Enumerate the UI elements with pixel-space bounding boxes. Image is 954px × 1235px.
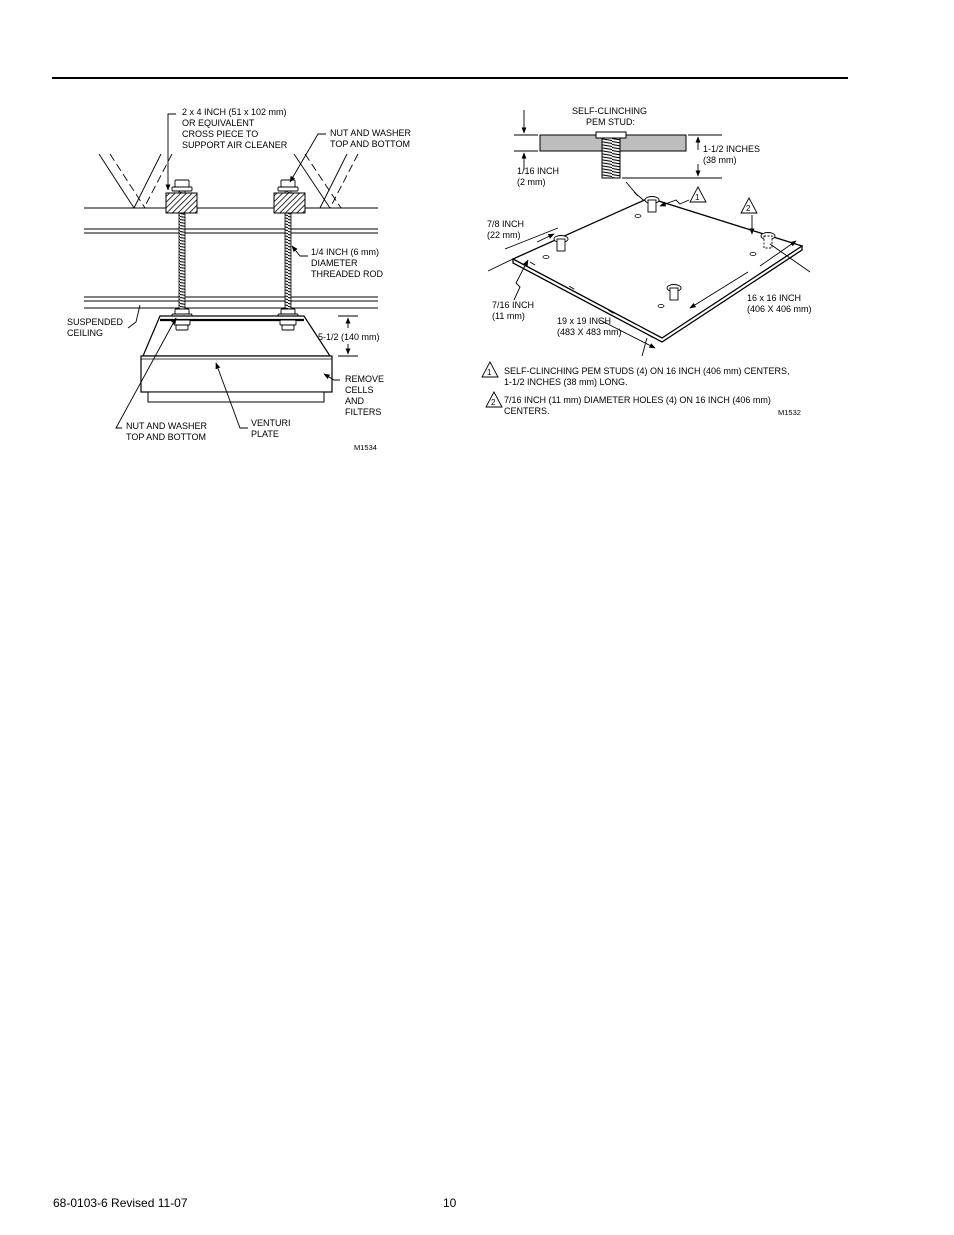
pem-stud-shank [602, 138, 620, 178]
svg-text:(406 X 406 mm) [747, 304, 812, 314]
note-1-line2: 1-1/2 INCHES (38 mm) LONG. [504, 377, 628, 387]
svg-text:SUPPORT AIR CLEANER [182, 140, 288, 150]
svg-text:1/4 INCH (6 mm) [311, 247, 379, 257]
svg-text:AND [345, 396, 365, 406]
svg-text:REMOVE [345, 374, 384, 384]
stud-length-line2: (38 mm) [703, 155, 737, 165]
svg-text:NUT AND WASHER [126, 421, 208, 431]
edge-label-line1: 7/8 INCH [487, 219, 525, 229]
svg-text:(22 mm) [487, 230, 521, 240]
crosspiece-label-line2: OR EQUIVALENT [182, 118, 255, 128]
svg-text:1-1/2 INCHES (38 mm) LONG. [504, 377, 628, 387]
centers-label-line2: (406 X 406 mm) [747, 304, 812, 314]
svg-text:NUT AND WASHER [330, 128, 412, 138]
dimension-label: 5-1/2 (140 mm) [318, 332, 380, 342]
svg-text:VENTURI [251, 418, 291, 428]
ceiling-label-line1: SUSPENDED [67, 317, 124, 327]
svg-text:TOP AND BOTTOM [126, 432, 206, 442]
thickness-dimension [514, 110, 538, 170]
rod-label-line1: 1/4 INCH (6 mm) [311, 247, 380, 257]
svg-text:7/8 INCH [487, 219, 524, 229]
note-1-marker-label: 1 [487, 368, 492, 377]
svg-text:CELLS [345, 385, 374, 395]
note-2-line1: 7/16 INCH (11 mm) DIAMETER HOLES (4) ON 16 INCH (406 mm) [504, 395, 771, 405]
svg-text:SUSPENDED [67, 317, 124, 327]
svg-text:7/16 INCH [492, 300, 534, 310]
cross-piece-left [166, 193, 197, 213]
ceiling-label-line2: CEILING [67, 328, 104, 338]
note-1-line1: SELF-CLINCHING PEM STUDS (4) ON 16 INCH (406 mm) CENTERS, [504, 366, 790, 376]
svg-text:CENTERS. [504, 406, 550, 416]
stud-length-line1: 1-1/2 INCHES [703, 144, 761, 154]
svg-text:16 x 16 INCH [747, 293, 801, 303]
centers-label-line1: 16 x 16 INCH [747, 293, 802, 303]
svg-text:SELF-CLINCHING PEM STUDS (4) O [504, 366, 790, 376]
svg-text:TOP AND BOTTOM [330, 139, 410, 149]
cross-piece-right [274, 193, 305, 213]
stud-label-line2: PEM STUD: [586, 117, 636, 127]
footer-page-number: 10 [443, 1196, 457, 1210]
svg-text:PEM STUD: [586, 117, 635, 127]
svg-text:THREADED ROD [311, 269, 384, 279]
remove-label-line4: FILTERS [345, 407, 382, 417]
note-2-marker-label: 2 [491, 398, 496, 407]
svg-text:DIAMETER [311, 258, 358, 268]
svg-text:7/16 INCH (11 mm) DIAMETER HOL [504, 395, 771, 405]
nut-top-label-line2: TOP AND BOTTOM [330, 139, 411, 149]
svg-text:(11 mm) [492, 311, 525, 321]
svg-text:1-1/2 INCHES [703, 144, 760, 154]
crosspiece-label-line1: 2 x 4 INCH (51 x 102 mm) [182, 107, 287, 117]
crosspiece-label-line3: CROSS PIECE TO [182, 129, 259, 139]
nut-bottom-label-line2: TOP AND BOTTOM [126, 432, 207, 442]
ceiling-mount-diagram [67, 107, 412, 452]
marker-1-label: 1 [695, 193, 700, 202]
top-nuts [172, 180, 298, 191]
svg-text:2 x 4 INCH (51 x 102 mm) [182, 107, 287, 117]
remove-label-line2: CELLS [345, 385, 374, 395]
svg-text:(38 mm) [703, 155, 737, 165]
size-label-line1: 19 x 19 INCH [557, 316, 612, 326]
joist-beams [84, 208, 378, 233]
svg-text:PLATE [251, 429, 279, 439]
svg-text:1/16 INCH [517, 166, 559, 176]
nut-bottom-label-line1: NUT AND WASHER [126, 421, 208, 431]
rod-label-line3: THREADED ROD [311, 269, 384, 279]
figure-id-m1532: M1532 [778, 408, 801, 417]
venturi-label-line2: PLATE [251, 429, 279, 439]
svg-text:SELF-CLINCHING [572, 106, 647, 116]
svg-text:CEILING [67, 328, 103, 338]
pem-stud-head [596, 132, 626, 138]
size-label-line2: (483 X 483 mm) [557, 327, 622, 337]
svg-text:OR EQUIVALENT [182, 118, 255, 128]
note-2-line2: CENTERS. [504, 406, 550, 416]
remove-label-line3: AND [345, 396, 365, 406]
figure-id-m1534: M1534 [354, 443, 377, 452]
ceiling-joists [99, 154, 358, 208]
footer-doc-number: 68-0103-6 Revised 11-07 [53, 1196, 188, 1210]
nut-top-label-line1: NUT AND WASHER [330, 128, 412, 138]
edge-label-line2: (22 mm) [487, 230, 521, 240]
crosspiece-label-line4: SUPPORT AIR CLEANER [182, 140, 288, 150]
svg-text:(483 X 483 mm) [557, 327, 622, 337]
thickness-line1: 1/16 INCH [517, 166, 560, 176]
svg-text:CROSS PIECE TO [182, 129, 258, 139]
venturi-label-line1: VENTURI [251, 418, 291, 428]
suspended-ceiling [84, 297, 378, 308]
hole-label-line2: (11 mm) [492, 311, 525, 321]
hole-label-line1: 7/16 INCH [492, 300, 535, 310]
remove-label-line1: REMOVE [345, 374, 385, 384]
svg-text:FILTERS [345, 407, 381, 417]
mounting-plate-diagram [482, 106, 812, 417]
thickness-line2: (2 mm) [517, 177, 546, 187]
stud-label-line1: SELF-CLINCHING [572, 106, 648, 116]
marker-2-label: 2 [746, 204, 751, 213]
svg-text:(2 mm) [517, 177, 546, 187]
rod-label-line2: DIAMETER [311, 258, 358, 268]
svg-text:19 x 19 INCH [557, 316, 611, 326]
